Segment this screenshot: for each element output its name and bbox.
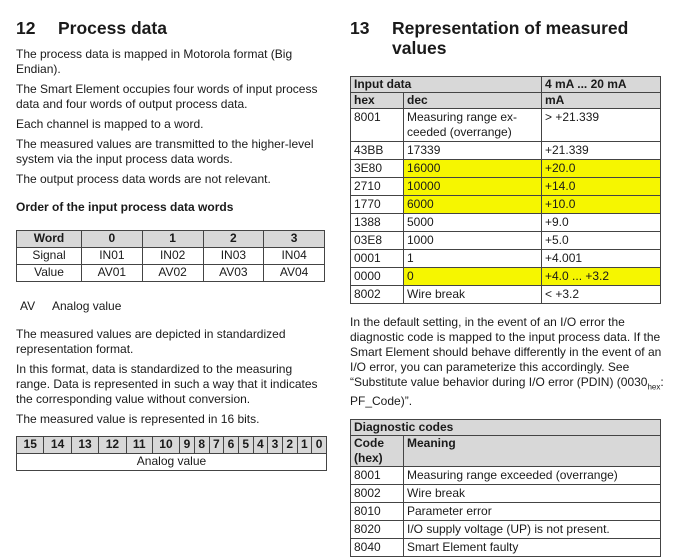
section-13-heading <box>350 18 668 58</box>
table-cell <box>542 286 661 304</box>
table-row <box>351 160 661 178</box>
table-row <box>351 250 661 268</box>
section-title: Process data <box>58 18 167 38</box>
table-cell <box>542 214 661 232</box>
paragraph: In this format, data is standardized to the measuring range. Data is represented in such a way that it indicates the corresponding value without conversion. <box>16 362 318 406</box>
table-cell <box>404 196 542 214</box>
table-cell: AV02 <box>142 265 203 282</box>
paragraph: The measured values are depicted in standardized representation format. <box>16 327 286 356</box>
paragraph: The Smart Element occupies four words of input process data and four words of output process data. <box>16 82 318 111</box>
bit-cell: 12 <box>99 437 126 454</box>
table-cell <box>351 160 404 178</box>
table-cell <box>351 142 404 160</box>
cell-ma: > +21.339 <box>545 110 600 124</box>
table-title: Diagnostic codes <box>351 420 661 436</box>
table-title-row <box>351 420 661 436</box>
measured-values-body <box>351 109 661 304</box>
bit-table <box>16 436 327 471</box>
table-row <box>351 521 661 539</box>
table-header-cell: mA <box>542 93 661 109</box>
table-cell: 8040 <box>351 539 404 557</box>
table-header-cell: Word <box>17 231 82 248</box>
paragraph: The output process data words are not relevant. <box>16 172 271 186</box>
bit-cell: 10 <box>152 437 179 454</box>
left-column <box>16 0 328 471</box>
hex-subscript: hex <box>647 382 661 392</box>
table-cell: 8020 <box>351 521 404 539</box>
table-row <box>17 248 325 265</box>
table-row <box>351 196 661 214</box>
bit-cell: 3 <box>268 437 283 454</box>
paragraph: The process data is mapped in Motorola format (Big Endian). <box>16 47 293 76</box>
cell-ma: +20.0 <box>545 161 576 175</box>
cell-ma: +5.0 <box>545 233 569 247</box>
cell-hex: 0001 <box>354 251 381 265</box>
table-cell <box>542 109 661 142</box>
cell-dec: 16000 <box>407 161 441 175</box>
cell-hex: 1770 <box>354 197 381 211</box>
section-number: 13 <box>350 18 370 38</box>
table-header-cell: 1 <box>142 231 203 248</box>
table-cell: IN03 <box>203 248 264 265</box>
section-number: 12 <box>16 18 36 38</box>
bit-cell: 9 <box>180 437 195 454</box>
table-row <box>351 214 661 232</box>
bit-cell: 15 <box>17 437 44 454</box>
cell-hex: 8001 <box>354 110 381 124</box>
io-error-paragraph <box>350 315 668 409</box>
table-cell <box>404 286 542 304</box>
cell-ma: +4.0 ... +3.2 <box>545 269 610 283</box>
table-cell: Value <box>17 265 82 282</box>
table-cell: Smart Element faulty <box>404 539 661 557</box>
cell-hex: 1388 <box>354 215 381 229</box>
table-cell <box>404 232 542 250</box>
table-header-row <box>351 93 661 109</box>
cell-hex: 0000 <box>354 269 381 283</box>
cell-dec: 17339 <box>407 143 441 157</box>
table-row <box>351 467 661 485</box>
table-cell: 8002 <box>351 485 404 503</box>
table-row <box>351 142 661 160</box>
table-row <box>351 485 661 503</box>
table-cell <box>542 178 661 196</box>
bit-cell: 7 <box>209 437 224 454</box>
intro-paragraphs <box>16 47 328 187</box>
table-cell <box>404 142 542 160</box>
paragraph: The measured values are transmitted to the higher-level system via the input process data words. <box>16 137 314 166</box>
table-cell <box>351 196 404 214</box>
table-cell <box>404 214 542 232</box>
table-cell: AV01 <box>82 265 143 282</box>
measured-values-table <box>350 76 661 304</box>
cell-hex: 03E8 <box>354 233 383 247</box>
table-row <box>351 178 661 196</box>
paragraph: Each channel is mapped to a word. <box>16 117 204 131</box>
bit-cell: 2 <box>282 437 297 454</box>
abbrev-term: AV <box>20 299 36 313</box>
cell-hex: 2710 <box>354 179 381 193</box>
cell-dec: 5000 <box>407 215 434 229</box>
table-row <box>17 265 325 282</box>
cell-ma: +21.339 <box>545 143 589 157</box>
table-cell: IN02 <box>142 248 203 265</box>
bit-cell: 11 <box>126 437 152 454</box>
cell-ma: +14.0 <box>545 179 576 193</box>
bit-cell: 14 <box>44 437 71 454</box>
cell-ma: < +3.2 <box>545 287 580 301</box>
cell-ma: +9.0 <box>545 215 569 229</box>
right-column <box>350 0 668 557</box>
table-cell: I/O supply voltage (UP) is not present. <box>404 521 661 539</box>
cell-hex: 8002 <box>354 287 381 301</box>
table-title: Input data <box>351 77 542 93</box>
table-cell: Measuring range exceeded (overrange) <box>404 467 661 485</box>
bit-label-row <box>17 454 327 471</box>
table-cell <box>351 178 404 196</box>
table-row <box>351 268 661 286</box>
table-header-row <box>351 436 661 467</box>
bit-cell: 13 <box>71 437 98 454</box>
word-table <box>16 230 325 282</box>
table-header-cell: dec <box>404 93 542 109</box>
table-cell <box>351 268 404 286</box>
table-cell <box>404 160 542 178</box>
cell-hex: 43BB <box>354 143 384 157</box>
table-row <box>351 539 661 557</box>
format-paragraphs <box>16 327 328 427</box>
bit-header-row <box>17 437 327 454</box>
table-cell <box>542 142 661 160</box>
table-cell <box>542 250 661 268</box>
cell-hex: 3E80 <box>354 161 383 175</box>
table-cell <box>351 232 404 250</box>
table-header-cell: 2 <box>203 231 264 248</box>
table-cell <box>404 178 542 196</box>
order-heading: Order of the input process data words <box>16 200 234 214</box>
table-cell: Wire break <box>404 485 661 503</box>
table-cell <box>351 250 404 268</box>
section-12-heading <box>16 18 328 38</box>
cell-dec: 1000 <box>407 233 434 247</box>
bit-cell: 8 <box>194 437 209 454</box>
table-header-cell: 3 <box>264 231 325 248</box>
diagnostic-codes-body <box>351 467 661 557</box>
abbrev-definition: Analog value <box>52 299 122 313</box>
table-header-cell: Code (hex) <box>351 436 404 467</box>
table-cell <box>542 232 661 250</box>
bit-cell: 4 <box>253 437 268 454</box>
abbreviation-key <box>16 299 328 314</box>
table-header-row <box>17 231 325 248</box>
paragraph-text: In the default setting, in the event of an I/O error the diagnostic code is mapped to the input process data. If the Smart Element should behave differently in the event of an I/O error, you can parameterize this accordingly. See “Substitute value behavior during I/O error (PDIN) (0030 <box>350 315 662 389</box>
table-cell <box>542 160 661 178</box>
bit-cell: 6 <box>224 437 239 454</box>
bit-cell: 5 <box>238 437 253 454</box>
table-header-cell: 0 <box>82 231 143 248</box>
bit-label: Analog value <box>17 454 327 471</box>
table-header-cell: Meaning <box>404 436 661 467</box>
bit-cell: 1 <box>297 437 312 454</box>
table-row <box>351 286 661 304</box>
table-cell: IN04 <box>264 248 325 265</box>
cell-ma: +10.0 <box>545 197 576 211</box>
cell-dec: 0 <box>407 269 414 283</box>
table-cell <box>351 109 404 142</box>
table-cell <box>542 196 661 214</box>
table-row <box>351 109 661 142</box>
cell-dec: Measuring range ex-ceeded (overrange) <box>407 110 518 139</box>
table-cell <box>404 268 542 286</box>
table-cell: 8010 <box>351 503 404 521</box>
table-header-cell: hex <box>351 93 404 109</box>
cell-dec: 6000 <box>407 197 434 211</box>
table-cell <box>351 214 404 232</box>
table-title: 4 mA ... 20 mA <box>542 77 661 93</box>
table-cell: Parameter error <box>404 503 661 521</box>
table-cell <box>404 109 542 142</box>
table-cell: 8001 <box>351 467 404 485</box>
table-cell <box>351 286 404 304</box>
paragraph: The measured value is represented in 16 bits. <box>16 412 260 426</box>
diagnostic-codes-table <box>350 419 661 557</box>
table-row <box>351 503 661 521</box>
section-title: Representation of measured values <box>392 18 629 58</box>
cell-dec: Wire break <box>407 287 466 301</box>
paragraph-text: : PF_Code)”. <box>350 375 664 409</box>
cell-ma: +4.001 <box>545 251 583 265</box>
table-cell: AV03 <box>203 265 264 282</box>
table-cell <box>542 268 661 286</box>
table-title-row <box>351 77 661 93</box>
table-cell: Signal <box>17 248 82 265</box>
cell-dec: 1 <box>407 251 414 265</box>
table-cell <box>404 250 542 268</box>
bit-cell: 0 <box>312 437 327 454</box>
table-row <box>351 232 661 250</box>
table-cell: AV04 <box>264 265 325 282</box>
cell-dec: 10000 <box>407 179 441 193</box>
table-cell: IN01 <box>82 248 143 265</box>
